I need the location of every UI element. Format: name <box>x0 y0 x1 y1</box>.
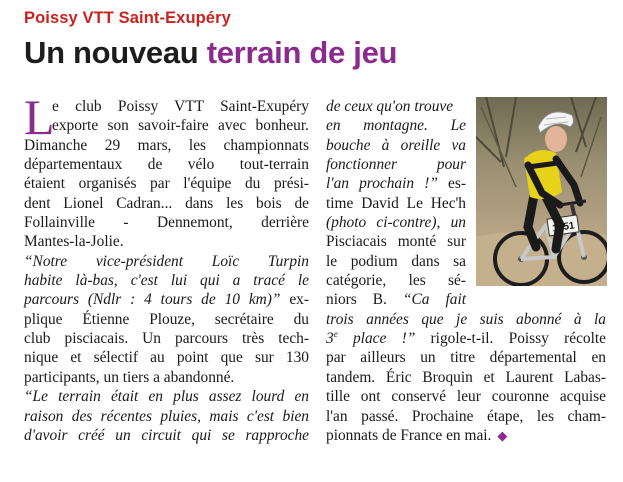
text-line: participants, un tiers a abandonné. <box>24 368 235 386</box>
text-line: trois années que je suis abonné à la <box>326 310 606 328</box>
text-line: en montagne. Le <box>326 117 466 135</box>
end-diamond-icon: ◆ <box>497 427 508 443</box>
text-line: tille ont conservé leur couronne acquise <box>326 388 606 406</box>
text-line: plique Étienne Plouze, secrétaire du <box>24 310 309 328</box>
text-line: dent Lionel Cadran... dans les bois de <box>24 194 309 212</box>
quote-fragment <box>326 330 415 347</box>
quote-end: place !” <box>337 330 416 348</box>
article-column-1 <box>24 89 310 445</box>
text-line: nique et sélectif au point que sur 130 <box>24 349 309 367</box>
text-line: étaient organisés par l'équipe du prési- <box>24 175 309 193</box>
text-line: Dimanche 29 mars, les championnats <box>24 136 309 154</box>
text-line: “Notre vice-président Loïc Turpin <box>24 252 309 270</box>
ordinal-suffix: e <box>333 329 338 340</box>
text-line <box>326 174 466 193</box>
text-line: bouche à oreille va <box>326 136 466 154</box>
quote-fragment: parcours (Ndlr : 4 tours de 10 km)” <box>24 291 281 309</box>
text-line: (photo ci-contre), un <box>326 214 466 232</box>
text-line: time David Le Hec'h <box>326 194 466 212</box>
text-line: le podium dans sa <box>326 252 466 270</box>
text-line: Mantes-la-Jolie. <box>24 233 124 251</box>
text-fragment: ex- <box>280 291 310 309</box>
text-line <box>326 426 606 445</box>
text-line: par ailleurs un titre départemental en <box>326 349 606 367</box>
text-line: Pisciacais monté sur <box>326 233 466 251</box>
text-fragment: rigole-t-il. Poissy récolte <box>415 330 606 348</box>
text-line <box>24 290 309 309</box>
text-line: de ceux qu'on trouve <box>326 98 454 115</box>
kicker-title: Poissy VTT Saint-Exupéry <box>24 9 231 27</box>
text-line: habite là-bas, c'est lui qui a tracé le <box>24 272 309 290</box>
text-fragment: niors B. <box>326 291 387 309</box>
text-line <box>326 329 606 348</box>
text-line: exporte son savoir-faire avec bonheur. <box>52 117 309 135</box>
text-line: fonctionner pour <box>326 156 466 174</box>
plate-number: 1451 <box>551 220 576 235</box>
headline-part1: Un nouveau <box>24 35 207 70</box>
ordinal-base: 3 <box>326 330 334 348</box>
text-line: Follainville - Dennemont, derrière <box>24 214 309 232</box>
text-line <box>326 290 466 309</box>
text-line: d'avoir créé un circuit qui se rapproche <box>24 426 309 444</box>
headline-part2: terrain de jeu <box>206 35 398 70</box>
text-fragment: pionnats de France en mai. <box>326 426 492 444</box>
text-line: départementaux de vélo tout-terrain <box>24 156 309 174</box>
quote-fragment: l'an prochain !” <box>326 175 438 193</box>
text-line: “Le terrain était en plus assez lourd en <box>24 388 309 406</box>
text-fragment: es- <box>437 175 467 193</box>
text-line: catégorie, les sé- <box>326 272 466 290</box>
cyclist-photo <box>476 97 607 286</box>
quote-fragment: “Ca fait <box>386 291 466 309</box>
drop-cap: L <box>24 89 55 145</box>
text-line: l'an passé. Prochaine étape, les cham- <box>326 407 606 425</box>
headline <box>24 33 397 73</box>
text-line: tandem. Éric Broquin et Laurent Labas- <box>326 368 606 386</box>
text-line: e club Poissy VTT Saint-Exupéry <box>52 98 309 115</box>
text-line: club pisciacais. Un parcours très tech- <box>24 330 309 348</box>
text-line: raison des récentes pluies, mais c'est bien <box>24 407 309 425</box>
